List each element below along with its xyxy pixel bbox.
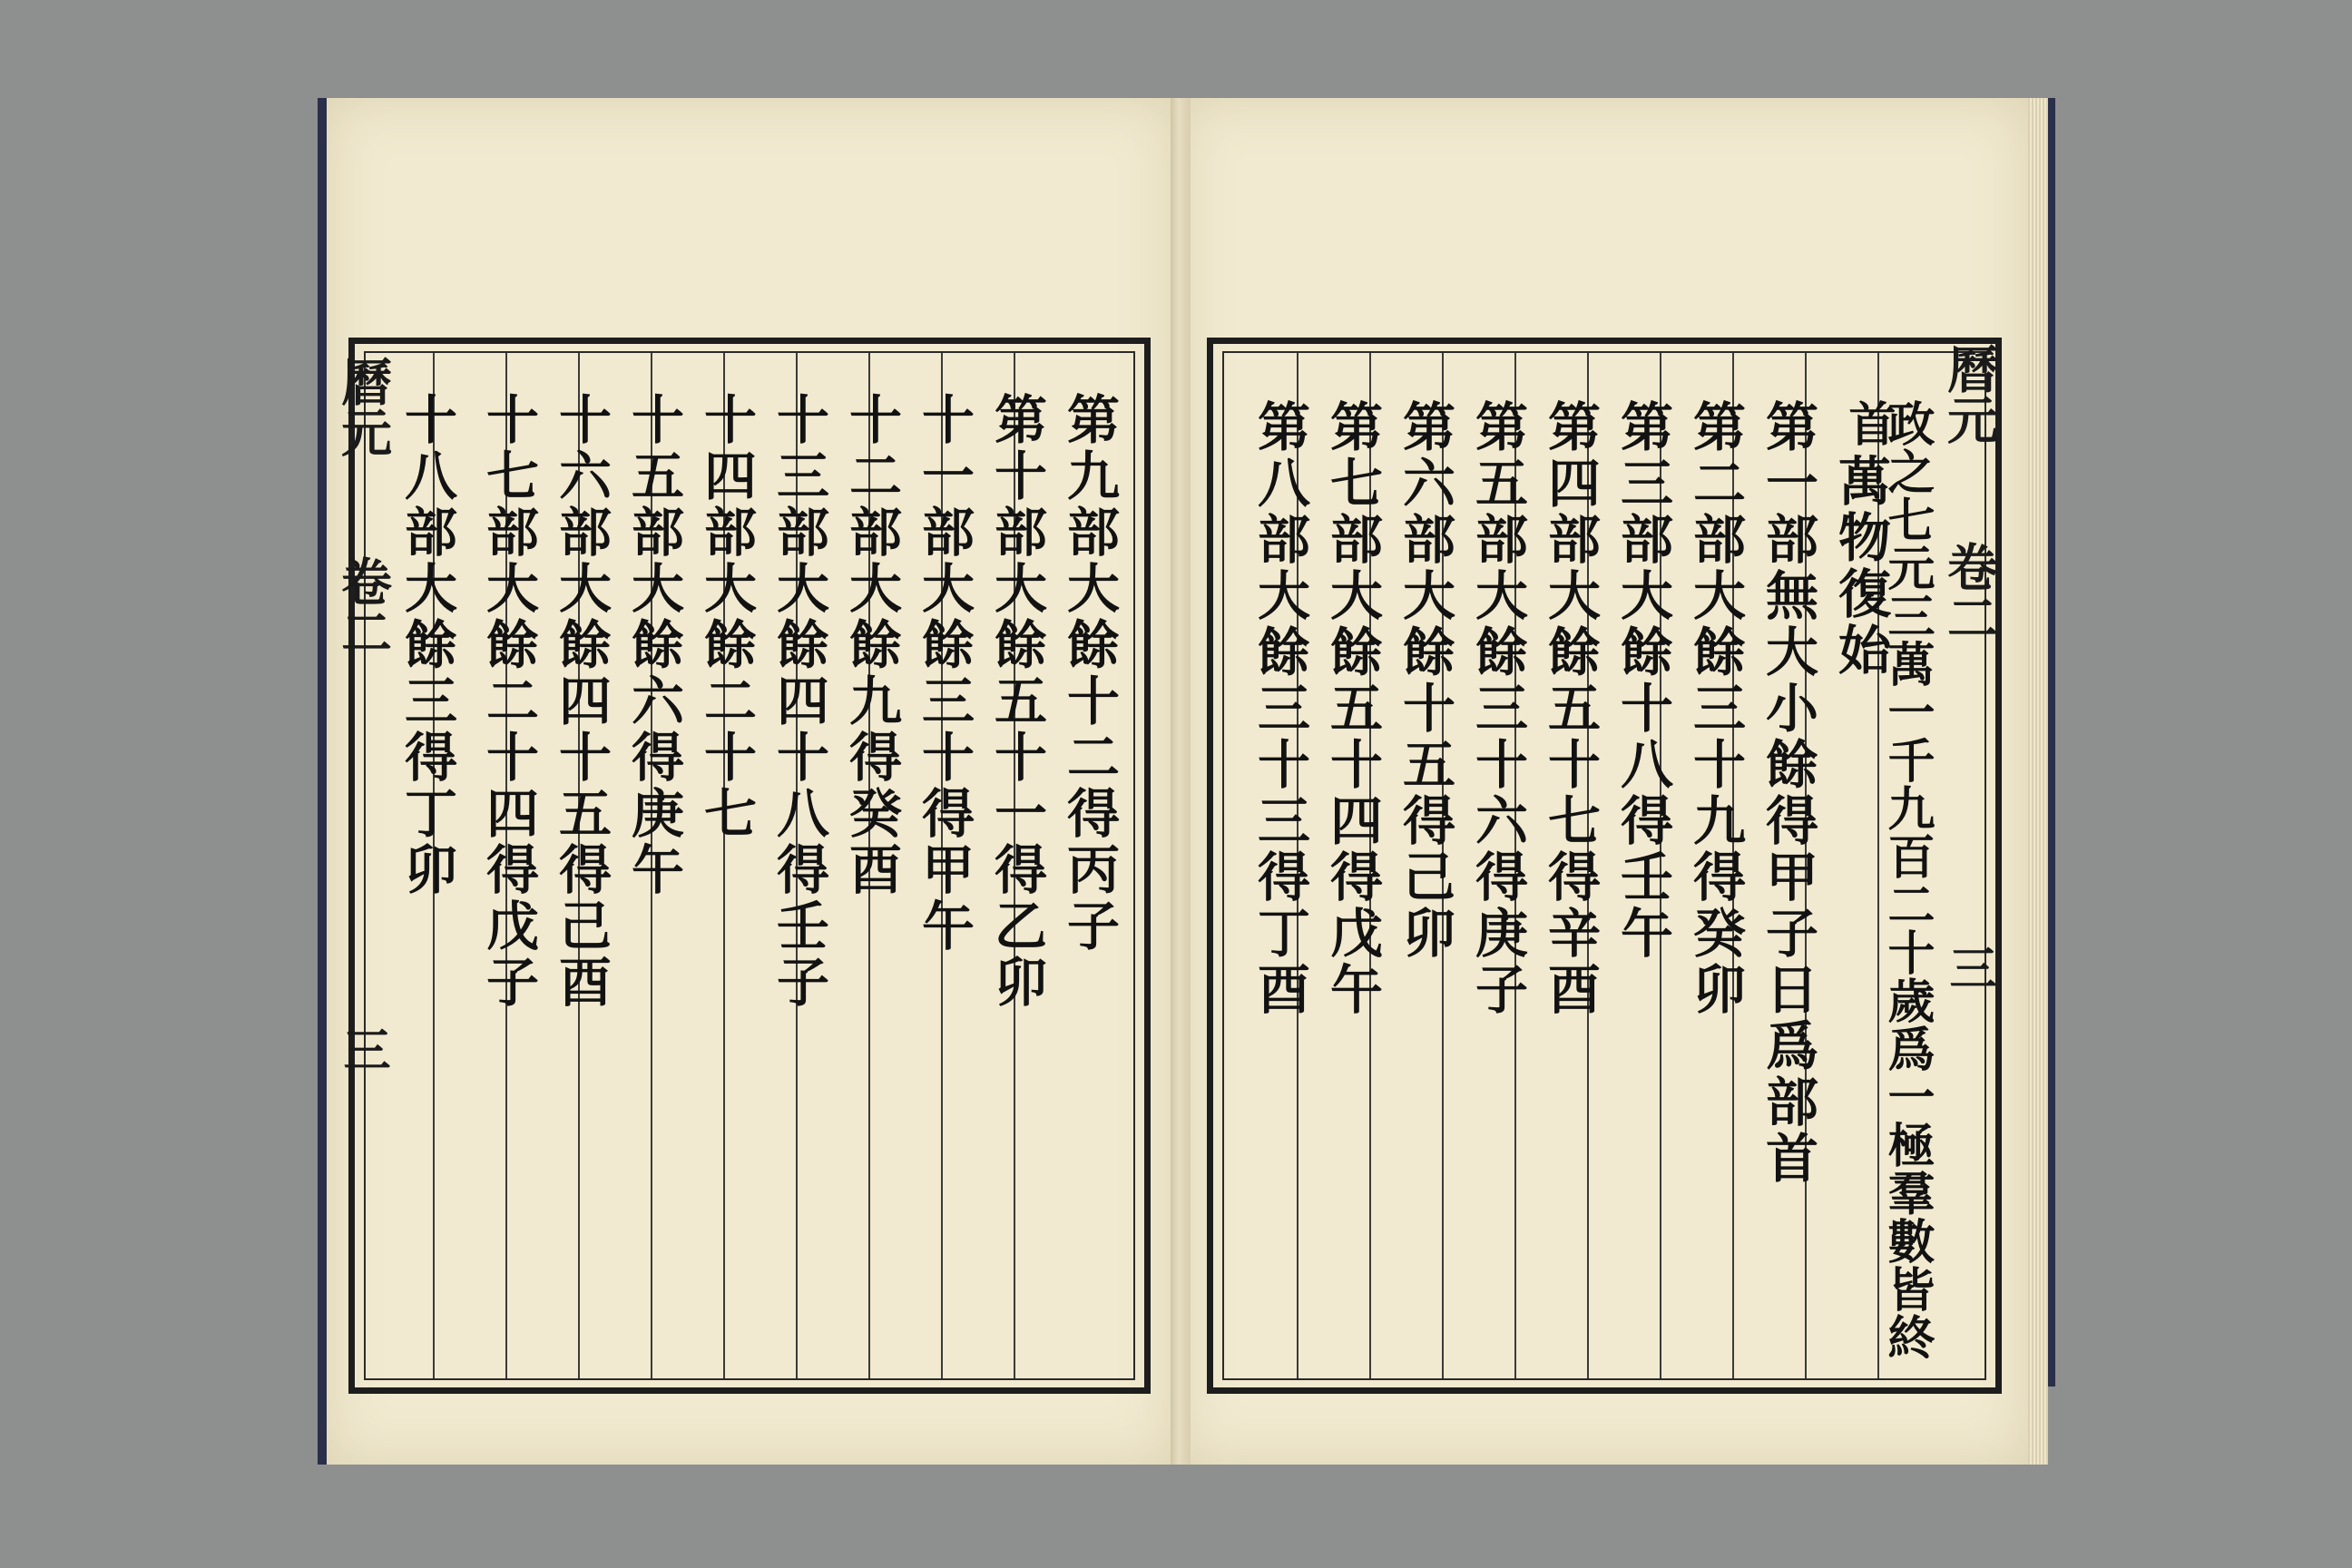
right-margin-volume: 卷二 bbox=[1939, 541, 1999, 642]
right-column-9: 第七部大餘五十四得戊午 bbox=[1321, 399, 1383, 1018]
left-margin-volume: 卷二 bbox=[333, 555, 393, 657]
left-column-3: 十一部大餘三十得甲午 bbox=[913, 392, 975, 955]
left-column-2: 第十部大餘五十一得乙卯 bbox=[985, 392, 1047, 1011]
left-margin-title: 曆元 bbox=[333, 356, 393, 457]
right-page-number: 三 bbox=[1941, 944, 1996, 991]
right-column-8: 第六部大餘十五得己卯 bbox=[1394, 399, 1455, 962]
right-column-1-head: 首 bbox=[1840, 399, 1896, 450]
right-column-10: 第八部大餘三十三得丁酉 bbox=[1249, 399, 1310, 1018]
left-column-6: 十四部大餘二十七 bbox=[695, 392, 757, 842]
right-column-5: 第三部大餘十八得壬午 bbox=[1612, 399, 1673, 962]
right-margin-title: 曆元 bbox=[1939, 343, 1999, 445]
left-column-10: 十八部大餘三得丁卯 bbox=[396, 392, 457, 898]
book-gutter bbox=[1171, 98, 1191, 1465]
left-column-8: 十六部大餘四十五得己酉 bbox=[550, 392, 612, 1011]
left-column-1: 第九部大餘十二得丙子 bbox=[1058, 392, 1120, 955]
right-column-7: 第五部大餘三十六得庚子 bbox=[1466, 399, 1528, 1018]
right-column-4: 第二部大餘三十九得癸卯 bbox=[1684, 399, 1746, 1018]
right-column-2: 萬物復始 bbox=[1829, 454, 1891, 679]
page-stack bbox=[2028, 98, 2048, 1465]
right-column-6: 第四部大餘五十七得辛酉 bbox=[1539, 399, 1601, 1018]
left-column-9: 十七部大餘二十四得戊子 bbox=[477, 392, 539, 1011]
left-column-7: 十五部大餘六得庚午 bbox=[622, 392, 684, 898]
book-cover-edge-left bbox=[318, 98, 327, 1465]
right-column-3: 第一部無大小餘得甲子日爲部首 bbox=[1757, 399, 1818, 1187]
left-column-4: 十二部大餘九得癸酉 bbox=[840, 392, 902, 898]
right-column-1: 政之七元三萬一千九百二十歲爲一極羣數皆終 bbox=[1879, 399, 1935, 1361]
left-column-5: 十三部大餘四十八得壬子 bbox=[768, 392, 829, 1011]
left-page-number: 三 bbox=[335, 1025, 390, 1073]
